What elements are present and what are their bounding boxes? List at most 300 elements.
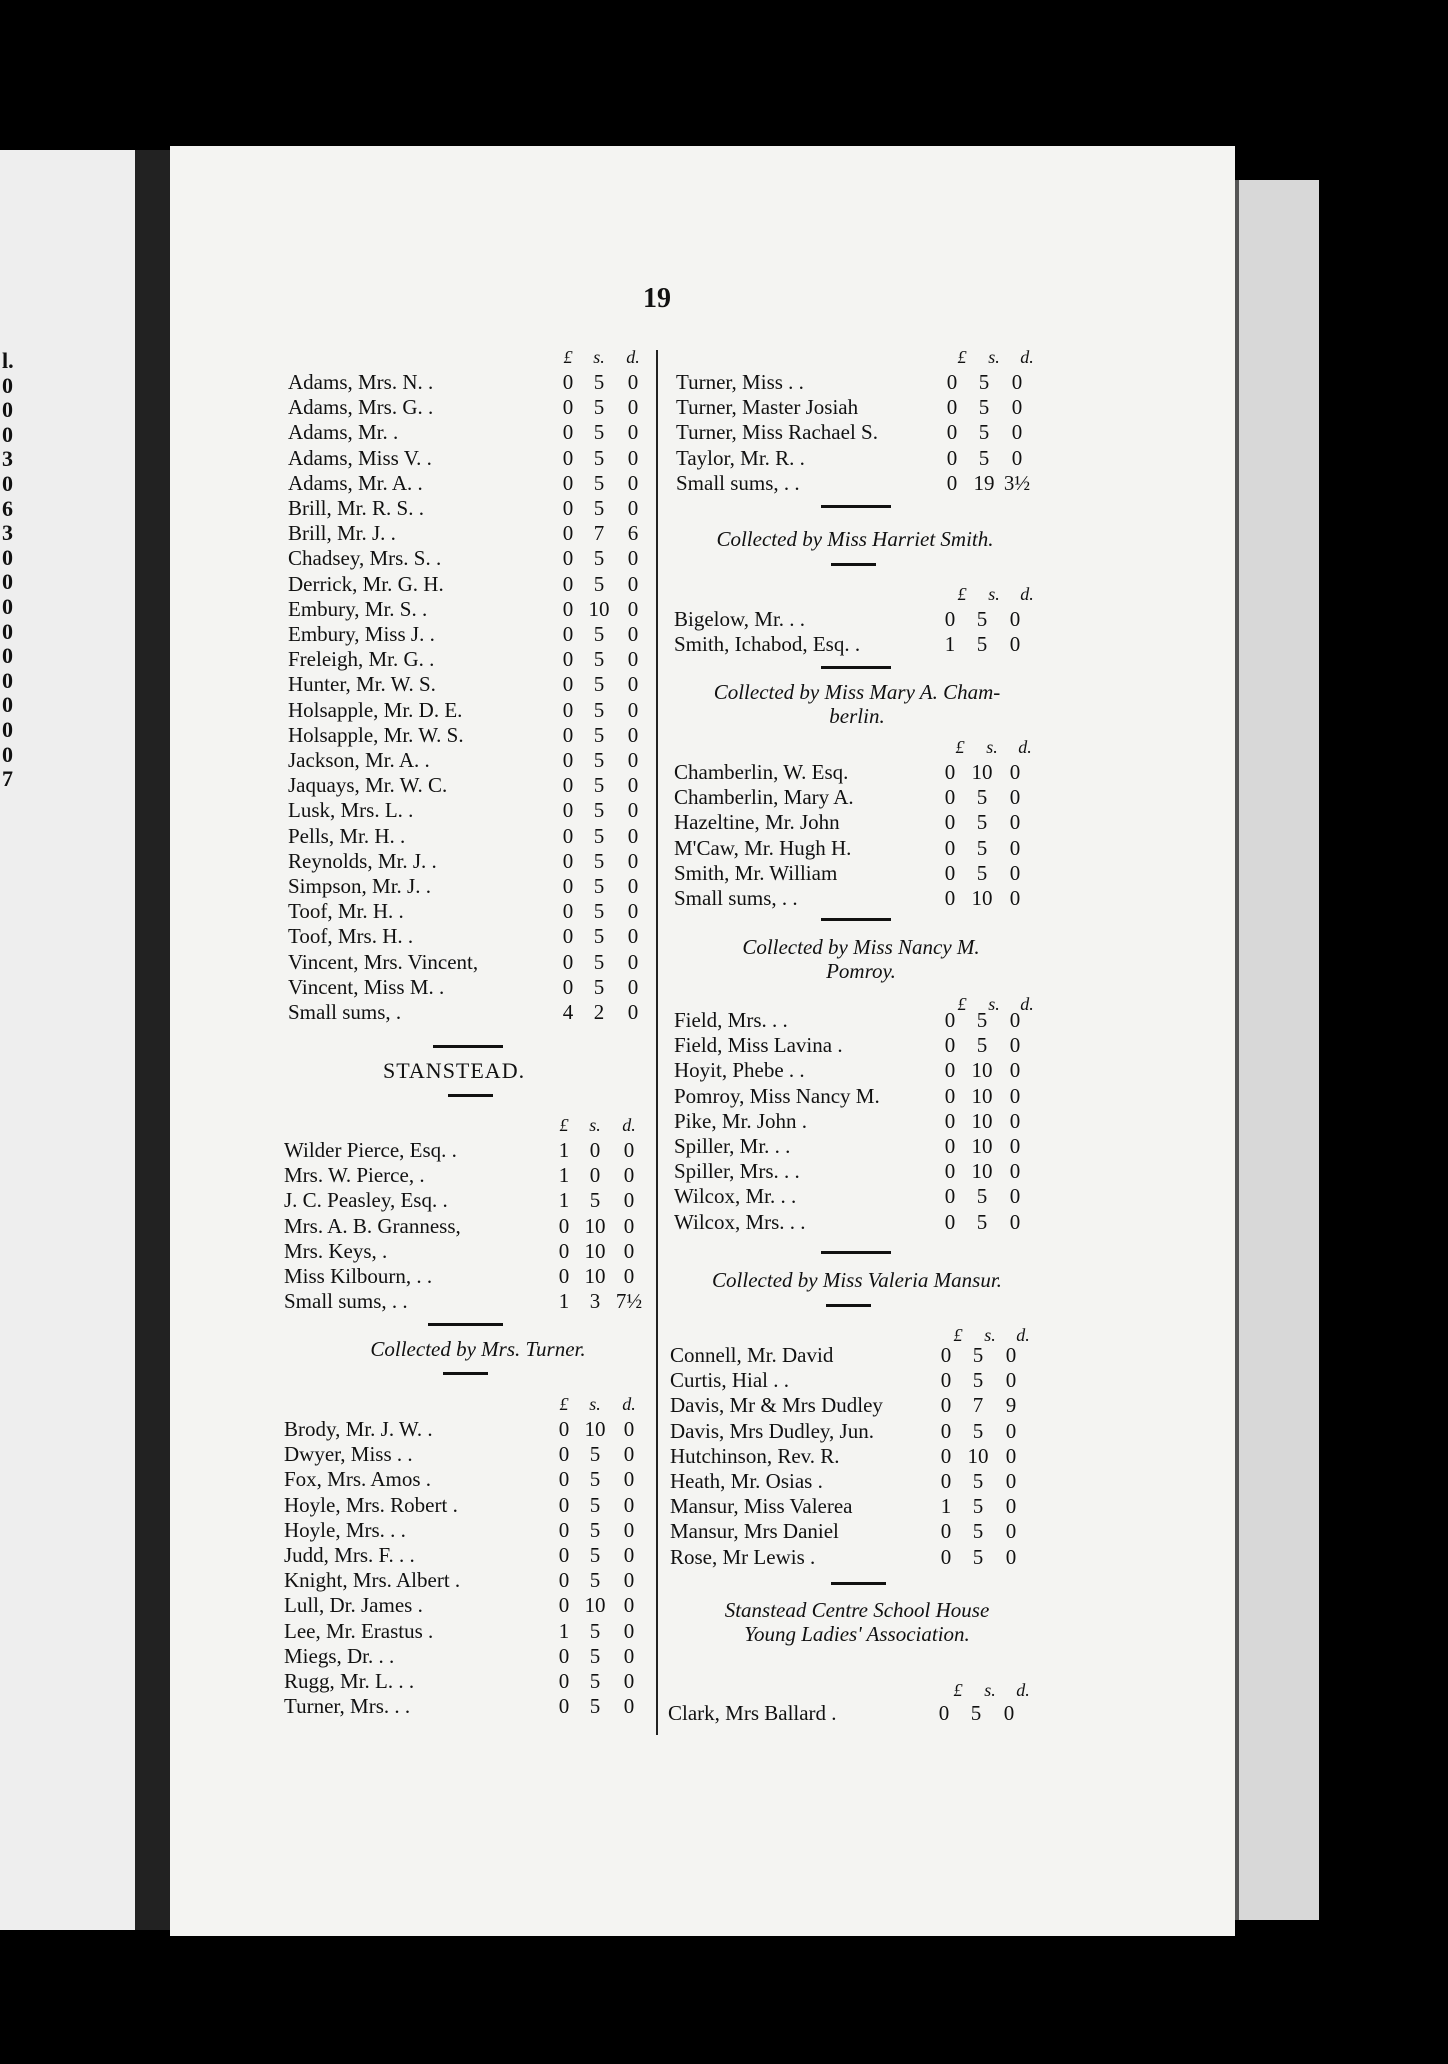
lsd-shilling-label: s. bbox=[988, 584, 1000, 604]
amount-d: 0 bbox=[627, 748, 639, 772]
amount-l: 0 bbox=[946, 445, 958, 470]
amount-s: 5 bbox=[593, 924, 605, 949]
amount-d: 0 bbox=[627, 546, 639, 571]
lsd-shilling-label: s. bbox=[589, 1394, 601, 1414]
amount-l: 0 bbox=[562, 722, 574, 747]
amount-s: 10 bbox=[584, 1593, 606, 1618]
subscriber-name: Hazeltine, Mr. John bbox=[674, 810, 840, 835]
book-spine bbox=[135, 150, 175, 1930]
amount-d: 0 bbox=[1009, 835, 1021, 860]
amount-s: 10 bbox=[971, 1159, 993, 1184]
subscriber-name: Hoyle, Mrs. . . bbox=[284, 1517, 406, 1542]
amount-s: 5 bbox=[976, 835, 988, 860]
lsd-pence-label: d. bbox=[1020, 584, 1034, 604]
subscriber-name: Toof, Mr. H. . bbox=[288, 899, 404, 924]
amount-l: 0 bbox=[562, 874, 574, 898]
amount-s: 10 bbox=[967, 1443, 989, 1468]
collector-heading-mansur: Collected by Miss Valeria Mansur. bbox=[712, 1268, 1002, 1292]
amount-l: 0 bbox=[562, 798, 574, 823]
collector-heading-chamberlin: Collected by Miss Mary A. Cham- bbox=[713, 680, 1001, 704]
amount-d: 0 bbox=[623, 1442, 635, 1467]
amount-s: 10 bbox=[584, 1238, 606, 1263]
amount-l: 0 bbox=[940, 1469, 952, 1493]
amount-l: 0 bbox=[940, 1343, 952, 1367]
amount-d: 0 bbox=[1009, 1209, 1021, 1234]
lsd-pence-label: d. bbox=[1018, 737, 1032, 757]
amount-s: 5 bbox=[593, 949, 605, 974]
amount-l: 0 bbox=[940, 1418, 952, 1443]
subscriber-name: Mansur, Miss Valerea bbox=[670, 1494, 853, 1519]
facing-page-digit: 0 bbox=[2, 397, 13, 423]
lsd-pence-label: d. bbox=[1020, 994, 1034, 1014]
amount-s: 5 bbox=[593, 874, 605, 898]
subscriber-name: Jaquays, Mr. W. C. bbox=[288, 773, 448, 798]
amount-s: 5 bbox=[589, 1618, 601, 1643]
amount-s: 10 bbox=[584, 1417, 606, 1441]
amount-d: 0 bbox=[627, 571, 639, 596]
subscriber-name: Hunter, Mr. W. S. bbox=[288, 672, 436, 697]
subscriber-name: Mrs. A. B. Granness, bbox=[284, 1213, 461, 1238]
amount-d: 0 bbox=[627, 773, 639, 798]
amount-l: 0 bbox=[944, 1209, 956, 1234]
amount-s: 5 bbox=[589, 1188, 601, 1213]
amount-s: 5 bbox=[976, 810, 988, 835]
collector-heading-chamberlin: berlin. bbox=[829, 704, 885, 728]
amount-l: 0 bbox=[944, 1058, 956, 1083]
subscriber-name: Pells, Mr. H. . bbox=[288, 823, 406, 848]
facing-page-digit: 0 bbox=[2, 594, 13, 619]
subscriber-name: Field, Mrs. . . bbox=[674, 1008, 788, 1032]
amount-l: 0 bbox=[562, 395, 574, 420]
amount-l: 0 bbox=[944, 785, 956, 810]
amount-d: 0 bbox=[627, 370, 639, 394]
subscriber-name: Pomroy, Miss Nancy M. bbox=[674, 1083, 880, 1108]
amount-d: 0 bbox=[1011, 420, 1023, 445]
amount-s: 10 bbox=[584, 1264, 606, 1288]
subscriber-name: Wilder Pierce, Esq. . bbox=[284, 1138, 457, 1162]
subscriber-name: Simpson, Mr. J. . bbox=[288, 874, 431, 898]
amount-s: 5 bbox=[589, 1517, 601, 1542]
amount-l: 0 bbox=[562, 571, 574, 596]
lsd-shilling-label: s. bbox=[593, 347, 605, 367]
amount-l: 0 bbox=[558, 1543, 570, 1567]
facing-page-digit: 0 bbox=[2, 692, 13, 718]
amount-l: 0 bbox=[946, 370, 958, 394]
collector-heading-pomroy: Pomroy. bbox=[826, 959, 896, 983]
amount-d: 0 bbox=[623, 1188, 635, 1213]
amount-l: 0 bbox=[562, 924, 574, 949]
section-heading-stanstead: STANSTEAD. bbox=[383, 1058, 526, 1083]
lsd-pound-label: £ bbox=[563, 347, 573, 367]
amount-d: 0 bbox=[1009, 632, 1021, 657]
lsd-pence-label: d. bbox=[1016, 1325, 1030, 1345]
amount-l: 0 bbox=[558, 1669, 570, 1693]
amount-d: 0 bbox=[623, 1694, 635, 1719]
amount-s: 5 bbox=[589, 1543, 601, 1567]
amount-d: 7½ bbox=[615, 1289, 643, 1314]
amount-d: 0 bbox=[627, 924, 639, 949]
amount-l: 0 bbox=[562, 773, 574, 798]
facing-page-digit: 0 bbox=[2, 372, 13, 398]
subscriber-name: Clark, Mrs Ballard . bbox=[668, 1701, 837, 1725]
facing-page-digit: 3 bbox=[2, 446, 13, 472]
facing-page-digit: l. bbox=[2, 348, 14, 373]
subscriber-name: Holsapple, Mr. W. S. bbox=[288, 722, 464, 747]
amount-l: 4 bbox=[562, 1000, 574, 1024]
subscriber-name: Knight, Mrs. Albert . bbox=[284, 1568, 461, 1593]
subscriber-name: Lull, Dr. James . bbox=[284, 1593, 423, 1618]
amount-s: 5 bbox=[593, 647, 605, 672]
amount-l: 1 bbox=[944, 632, 956, 657]
amount-s: 10 bbox=[971, 1134, 993, 1158]
subscriber-name: Davis, Mrs Dudley, Jun. bbox=[670, 1418, 874, 1443]
amount-s: 5 bbox=[976, 1184, 988, 1209]
section-rule bbox=[443, 1372, 488, 1375]
subscriber-name: Spiller, Mr. . . bbox=[674, 1134, 791, 1158]
subscriber-name: Chamberlin, Mary A. bbox=[674, 785, 854, 810]
amount-l: 0 bbox=[944, 1033, 956, 1058]
collector-heading-pomroy: Collected by Miss Nancy M. bbox=[742, 935, 980, 959]
subscriber-name: Chadsey, Mrs. S. . bbox=[288, 546, 442, 571]
amount-d: 0 bbox=[627, 622, 639, 646]
amount-d: 0 bbox=[1005, 1544, 1017, 1569]
collector-heading-school: Young Ladies' Association. bbox=[744, 1622, 970, 1646]
amount-s: 5 bbox=[589, 1694, 601, 1719]
subscriber-name: Adams, Mr. A. . bbox=[288, 470, 423, 495]
amount-d: 0 bbox=[1009, 1159, 1021, 1184]
amount-l: 1 bbox=[558, 1138, 570, 1162]
amount-d: 0 bbox=[627, 848, 639, 873]
subscriber-name: Hutchinson, Rev. R. bbox=[670, 1443, 840, 1468]
section-rule bbox=[826, 1304, 871, 1307]
amount-l: 0 bbox=[562, 748, 574, 772]
amount-d: 0 bbox=[1009, 886, 1021, 910]
amount-l: 0 bbox=[562, 420, 574, 445]
facing-page-digit: 0 bbox=[2, 618, 13, 644]
subscriber-name: Heath, Mr. Osias . bbox=[670, 1469, 823, 1493]
subscriber-name: Vincent, Mrs. Vincent, bbox=[288, 949, 479, 974]
amount-s: 5 bbox=[589, 1442, 601, 1467]
amount-l: 0 bbox=[562, 596, 574, 621]
amount-l: 0 bbox=[562, 697, 574, 722]
subscriber-name: Turner, Mrs. . . bbox=[284, 1694, 411, 1719]
subscriber-name: Smith, Mr. William bbox=[674, 860, 838, 885]
amount-s: 3 bbox=[589, 1289, 601, 1314]
subscriber-name: Spiller, Mrs. . . bbox=[674, 1159, 800, 1184]
amount-d: 0 bbox=[623, 1643, 635, 1668]
section-rule bbox=[831, 563, 876, 566]
amount-l: 0 bbox=[946, 395, 958, 420]
amount-s: 5 bbox=[972, 1343, 984, 1367]
amount-d: 0 bbox=[623, 1238, 635, 1263]
lsd-pound-label: £ bbox=[957, 994, 967, 1014]
subscriber-name: Small sums, . bbox=[288, 1000, 402, 1024]
amount-d: 0 bbox=[623, 1618, 635, 1643]
amount-s: 5 bbox=[593, 974, 605, 999]
amount-l: 0 bbox=[558, 1694, 570, 1719]
amount-l: 0 bbox=[558, 1213, 570, 1238]
subscriber-name: Rose, Mr Lewis . bbox=[670, 1544, 816, 1569]
amount-s: 5 bbox=[972, 1418, 984, 1443]
amount-d: 0 bbox=[627, 798, 639, 823]
subscriber-name: Small sums, . . bbox=[676, 470, 800, 495]
lsd-pound-label: £ bbox=[957, 584, 967, 604]
amount-s: 5 bbox=[593, 823, 605, 848]
amount-d: 0 bbox=[1011, 370, 1023, 394]
amount-s: 0 bbox=[589, 1163, 601, 1188]
subscriber-name: Pike, Mr. John . bbox=[674, 1108, 808, 1133]
amount-d: 0 bbox=[623, 1467, 635, 1492]
amount-l: 0 bbox=[944, 607, 956, 631]
amount-s: 5 bbox=[593, 798, 605, 823]
subscriber-name: Mrs. Keys, . bbox=[284, 1238, 388, 1263]
lsd-shilling-label: s. bbox=[988, 994, 1000, 1014]
amount-l: 0 bbox=[562, 647, 574, 672]
amount-d: 0 bbox=[1011, 445, 1023, 470]
amount-l: 0 bbox=[940, 1544, 952, 1569]
amount-l: 0 bbox=[558, 1442, 570, 1467]
amount-s: 5 bbox=[976, 1033, 988, 1058]
amount-d: 0 bbox=[1011, 395, 1023, 420]
amount-s: 5 bbox=[970, 1701, 982, 1725]
amount-s: 10 bbox=[971, 1083, 993, 1108]
collector-heading-turner: Collected by Mrs. Turner. bbox=[370, 1337, 586, 1361]
amount-d: 0 bbox=[1009, 1134, 1021, 1158]
subscriber-name: Davis, Mr & Mrs Dudley bbox=[670, 1393, 883, 1418]
subscriber-name: Miss Kilbourn, . . bbox=[284, 1264, 433, 1288]
subscriber-name: Derrick, Mr. G. H. bbox=[288, 571, 444, 596]
amount-d: 0 bbox=[1009, 1058, 1021, 1083]
facing-page-digit: 0 bbox=[2, 421, 13, 447]
section-rule bbox=[448, 1094, 493, 1097]
amount-d: 0 bbox=[1005, 1443, 1017, 1468]
amount-d: 0 bbox=[623, 1163, 635, 1188]
subscriber-name: Curtis, Hial . . bbox=[670, 1368, 789, 1393]
amount-d: 0 bbox=[623, 1492, 635, 1517]
amount-s: 5 bbox=[593, 420, 605, 445]
amount-l: 0 bbox=[558, 1492, 570, 1517]
amount-s: 10 bbox=[971, 760, 993, 784]
lsd-pound-label: £ bbox=[957, 347, 967, 367]
amount-d: 0 bbox=[1009, 1184, 1021, 1209]
subscriber-name: Hoyle, Mrs. Robert . bbox=[284, 1492, 458, 1517]
amount-d: 0 bbox=[627, 874, 639, 898]
amount-d: 0 bbox=[623, 1264, 635, 1288]
lsd-pound-label: £ bbox=[559, 1394, 569, 1414]
amount-s: 5 bbox=[976, 607, 988, 631]
amount-l: 0 bbox=[558, 1467, 570, 1492]
amount-l: 0 bbox=[944, 886, 956, 910]
amount-l: 0 bbox=[944, 760, 956, 784]
lsd-shilling-label: s. bbox=[986, 737, 998, 757]
amount-s: 0 bbox=[589, 1138, 601, 1162]
lsd-pound-label: £ bbox=[559, 1115, 569, 1135]
section-rule bbox=[821, 666, 891, 669]
amount-d: 0 bbox=[623, 1669, 635, 1693]
subscriber-name: Wilcox, Mr. . . bbox=[674, 1184, 797, 1209]
amount-l: 0 bbox=[562, 848, 574, 873]
amount-l: 0 bbox=[944, 1184, 956, 1209]
amount-s: 5 bbox=[976, 785, 988, 810]
amount-l: 0 bbox=[562, 370, 574, 394]
amount-d: 0 bbox=[1009, 810, 1021, 835]
amount-d: 0 bbox=[623, 1517, 635, 1542]
subscriber-name: Adams, Miss V. . bbox=[288, 445, 432, 470]
amount-d: 0 bbox=[627, 974, 639, 999]
amount-s: 5 bbox=[978, 370, 990, 394]
subscriber-name: Chamberlin, W. Esq. bbox=[674, 760, 849, 784]
amount-d: 0 bbox=[1009, 1083, 1021, 1108]
amount-l: 0 bbox=[558, 1593, 570, 1618]
amount-l: 0 bbox=[944, 1134, 956, 1158]
amount-s: 5 bbox=[593, 622, 605, 646]
amount-s: 19 bbox=[973, 470, 995, 495]
subscriber-name: Taylor, Mr. R. . bbox=[676, 445, 805, 470]
lsd-pound-label: £ bbox=[955, 737, 965, 757]
amount-d: 0 bbox=[1003, 1701, 1015, 1725]
amount-d: 0 bbox=[623, 1138, 635, 1162]
subscriber-name: Adams, Mrs. G. . bbox=[288, 395, 434, 420]
amount-l: 0 bbox=[562, 974, 574, 999]
lsd-pence-label: d. bbox=[622, 1115, 636, 1135]
lsd-pence-label: d. bbox=[1016, 1680, 1030, 1700]
subscriber-name: Small sums, . . bbox=[284, 1289, 408, 1314]
amount-d: 0 bbox=[627, 420, 639, 445]
amount-l: 1 bbox=[558, 1188, 570, 1213]
amount-s: 5 bbox=[593, 395, 605, 420]
amount-l: 0 bbox=[944, 1008, 956, 1032]
amount-l: 0 bbox=[562, 672, 574, 697]
amount-d: 0 bbox=[1009, 1108, 1021, 1133]
amount-d: 0 bbox=[623, 1543, 635, 1567]
subscriber-name: Vincent, Miss M. . bbox=[288, 974, 445, 999]
facing-page-digit: 0 bbox=[2, 569, 13, 595]
amount-s: 5 bbox=[976, 1008, 988, 1032]
page-number: 19 bbox=[643, 283, 671, 314]
page-edges bbox=[1235, 180, 1319, 1920]
amount-l: 1 bbox=[940, 1494, 952, 1519]
subscriber-name: Connell, Mr. David bbox=[670, 1343, 834, 1367]
amount-l: 0 bbox=[558, 1643, 570, 1668]
amount-s: 5 bbox=[972, 1519, 984, 1544]
subscriber-name: Freleigh, Mr. G. . bbox=[288, 647, 435, 672]
amount-l: 0 bbox=[562, 445, 574, 470]
amount-s: 5 bbox=[593, 697, 605, 722]
amount-d: 0 bbox=[623, 1593, 635, 1618]
section-rule bbox=[821, 505, 891, 508]
amount-d: 0 bbox=[1005, 1519, 1017, 1544]
amount-s: 5 bbox=[976, 860, 988, 885]
facing-page-digit: 6 bbox=[2, 495, 13, 521]
section-rule bbox=[433, 1045, 503, 1048]
amount-l: 0 bbox=[940, 1519, 952, 1544]
amount-s: 5 bbox=[593, 370, 605, 394]
amount-s: 5 bbox=[972, 1544, 984, 1569]
subscriber-name: Embury, Mr. S. . bbox=[288, 596, 428, 621]
subscriber-name: Mansur, Mrs Daniel bbox=[670, 1519, 839, 1544]
amount-d: 0 bbox=[1009, 860, 1021, 885]
amount-l: 0 bbox=[562, 823, 574, 848]
amount-d: 3½ bbox=[1003, 470, 1031, 495]
amount-l: 0 bbox=[562, 546, 574, 571]
amount-s: 5 bbox=[593, 748, 605, 772]
subscriber-name: Rugg, Mr. L. . . bbox=[284, 1669, 415, 1693]
amount-l: 0 bbox=[940, 1443, 952, 1468]
subscriber-name: Mrs. W. Pierce, . bbox=[284, 1163, 425, 1188]
amount-s: 5 bbox=[593, 672, 605, 697]
amount-l: 0 bbox=[944, 860, 956, 885]
amount-d: 0 bbox=[1005, 1418, 1017, 1443]
amount-s: 5 bbox=[976, 1209, 988, 1234]
collector-heading-smith: Collected by Miss Harriet Smith. bbox=[716, 527, 994, 551]
amount-l: 0 bbox=[946, 470, 958, 495]
amount-s: 5 bbox=[976, 632, 988, 657]
amount-s: 5 bbox=[593, 899, 605, 924]
amount-d: 0 bbox=[1005, 1469, 1017, 1493]
amount-d: 6 bbox=[627, 521, 639, 546]
amount-l: 0 bbox=[558, 1568, 570, 1593]
facing-page-digit: 3 bbox=[2, 520, 13, 546]
subscriber-name: Miegs, Dr. . . bbox=[284, 1643, 395, 1668]
amount-d: 0 bbox=[627, 672, 639, 697]
subscriber-name: Judd, Mrs. F. . . bbox=[284, 1543, 415, 1567]
amount-d: 0 bbox=[1009, 785, 1021, 810]
amount-s: 10 bbox=[584, 1213, 606, 1238]
subscriber-name: Jackson, Mr. A. . bbox=[288, 748, 430, 772]
section-rule bbox=[428, 1323, 503, 1326]
amount-d: 0 bbox=[627, 823, 639, 848]
lsd-shilling-label: s. bbox=[988, 347, 1000, 367]
amount-l: 0 bbox=[938, 1701, 950, 1725]
amount-s: 5 bbox=[593, 773, 605, 798]
subscriber-name: Brill, Mr. J. . bbox=[288, 521, 396, 546]
amount-s: 2 bbox=[593, 1000, 605, 1024]
amount-s: 5 bbox=[589, 1568, 601, 1593]
amount-s: 5 bbox=[978, 445, 990, 470]
facing-page-digit: 0 bbox=[2, 741, 13, 767]
column-divider bbox=[656, 350, 658, 1735]
amount-s: 10 bbox=[971, 886, 993, 910]
amount-s: 5 bbox=[589, 1643, 601, 1668]
amount-s: 5 bbox=[593, 848, 605, 873]
amount-d: 0 bbox=[627, 899, 639, 924]
amount-l: 0 bbox=[562, 949, 574, 974]
amount-l: 0 bbox=[944, 835, 956, 860]
amount-d: 0 bbox=[627, 1000, 639, 1024]
amount-d: 0 bbox=[1009, 1033, 1021, 1058]
amount-s: 5 bbox=[972, 1368, 984, 1393]
amount-s: 5 bbox=[593, 496, 605, 520]
amount-s: 5 bbox=[589, 1467, 601, 1492]
subscriber-name: Brill, Mr. R. S. . bbox=[288, 496, 424, 520]
subscriber-name: Wilcox, Mrs. . . bbox=[674, 1209, 806, 1234]
amount-l: 0 bbox=[562, 496, 574, 520]
facing-page-digit: 0 bbox=[2, 643, 13, 669]
lsd-pence-label: d. bbox=[1020, 347, 1034, 367]
subscriber-name: Small sums, . . bbox=[674, 886, 798, 910]
amount-l: 0 bbox=[562, 521, 574, 546]
amount-s: 7 bbox=[593, 521, 605, 546]
amount-d: 0 bbox=[623, 1568, 635, 1593]
facing-page-digit: 0 bbox=[2, 471, 13, 496]
amount-d: 0 bbox=[627, 949, 639, 974]
amount-l: 0 bbox=[558, 1417, 570, 1441]
subscriber-name: Reynolds, Mr. J. . bbox=[288, 848, 437, 873]
amount-d: 0 bbox=[1009, 760, 1021, 784]
subscriber-name: Lusk, Mrs. L. . bbox=[288, 798, 414, 823]
subscriber-name: Lee, Mr. Erastus . bbox=[284, 1618, 434, 1643]
amount-s: 10 bbox=[971, 1058, 993, 1083]
